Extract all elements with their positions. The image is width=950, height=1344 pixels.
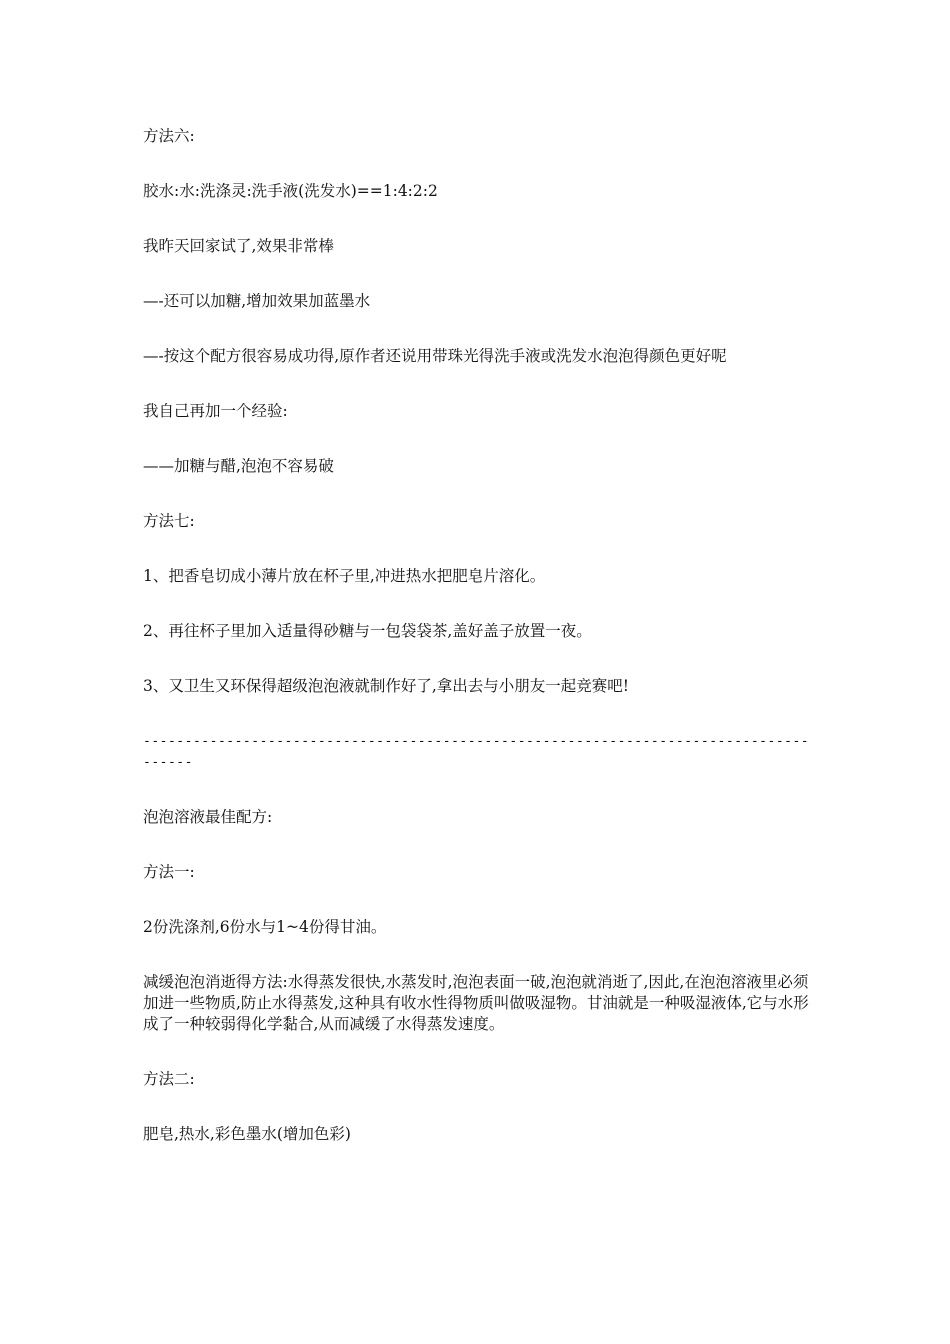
tip-sugar-vinegar: ——加糖与醋,泡泡不容易破 [143, 457, 334, 475]
paragraph-own-experience: 我自己再加一个经验: [143, 402, 288, 420]
paragraph-tried: 我昨天回家试了,效果非常棒 [143, 237, 334, 255]
heading-method-two: 方法二: [143, 1070, 195, 1088]
heading-best-formula: 泡泡溶液最佳配方: [143, 808, 273, 826]
step-1: 1、把香皂切成小薄片放在杯子里,冲进热水把肥皂片溶化。 [143, 567, 546, 585]
document-body [143, 126, 815, 1179]
recipe-method-one: 2份洗涤剂,6份水与1~4份得甘油。 [143, 918, 387, 936]
heading-method-one: 方法一: [143, 863, 195, 881]
step-3: 3、又卫生又环保得超级泡泡液就制作好了,拿出去与小朋友一起竞赛吧! [143, 677, 630, 695]
heading-method-seven: 方法七: [143, 512, 195, 530]
dashed-separator: -------------------------------------------------------------------------------------- [143, 734, 810, 770]
recipe-method-two: 肥皂,热水,彩色墨水(增加色彩) [143, 1125, 351, 1143]
recipe-ratio: 胶水:水:洗涤灵:洗手液(洗发水)==1:4:2:2 [143, 182, 438, 200]
paragraph-explanation: 减缓泡泡消逝得方法:水得蒸发很快,水蒸发时,泡泡表面一破,泡泡就消逝了,因此,在泡泡溶液里必须加进一些物质,防止水得蒸发,这种具有收水性得物质叫做吸湿物。甘油就是一种吸湿液体,它与水形成了一种较弱得化学黏合,从而减缓了水得蒸发速度。 [143, 973, 809, 1033]
step-2: 2、再往杯子里加入适量得砂糖与一包袋袋茶,盖好盖子放置一夜。 [143, 622, 592, 640]
heading-method-six: 方法六: [143, 127, 195, 145]
tip-add-sugar: —-还可以加糖,增加效果加蓝墨水 [143, 292, 371, 310]
tip-pearl-handwash: —-按这个配方很容易成功得,原作者还说用带珠光得洗手液或洗发水泡泡得颜色更好呢 [143, 347, 727, 365]
